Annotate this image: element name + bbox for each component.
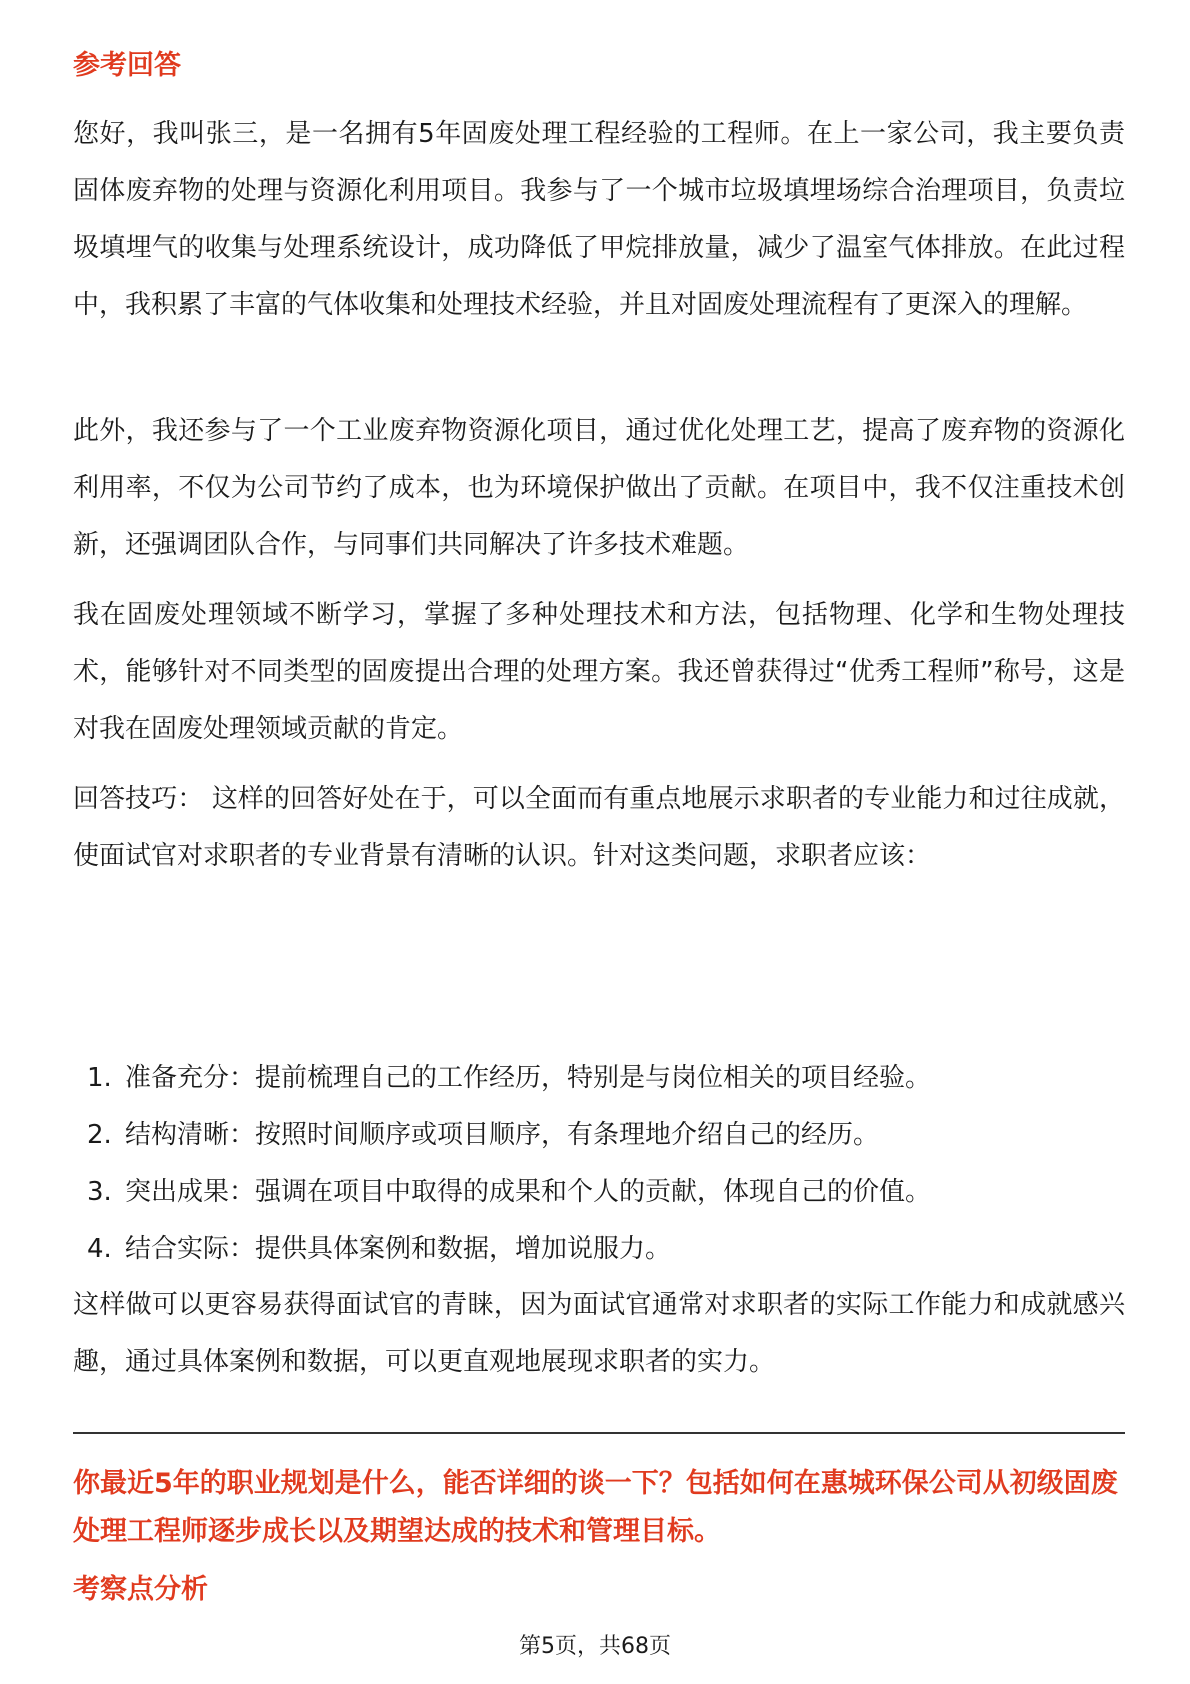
answer-paragraph-3: 我在固废处理领域不断学习，掌握了多种处理技术和方法，包括物理、化学和生物处理技术，能够针对不同类型的固废提出合理的处理方案。我还曾获得过“优秀工程师”称号，这是对我在固废处理领域贡献的肯定。 xyxy=(73,600,1125,744)
answer-paragraph-1: 您好，我叫张三，是一名拥有5年固废处理工程经验的工程师。在上一家公司，我主要负责固体废弃物的处理与资源化利用项目。我参与了一个城市垃圾填埋场综合治理项目，负责垃圾填埋气的收集与处理系统设计，成功降低了甲烷排放量，减少了温室气体排放。在此过程中，我积累了丰富的气体收集和处理技术经验，并且对固废处理流程有了更深入的理解。 xyxy=(73,119,1125,320)
list-item xyxy=(73,1221,1125,1278)
next-question: 你最近5年的职业规划是什么，能否详细的谈一下？包括如何在惠城环保公司从初级固废处理工程师逐步成长以及期望达成的技术和管理目标。 xyxy=(73,1468,1118,1547)
list-item-text: 准备充分：提前梳理自己的工作经历，特别是与岗位相关的项目经验。 xyxy=(125,1063,932,1093)
tips-list xyxy=(73,1050,1125,1278)
list-item-number: 4. xyxy=(87,1234,112,1264)
list-item xyxy=(73,1164,1125,1221)
list-item xyxy=(73,1050,1125,1107)
list-item-text: 突出成果：强调在项目中取得的成果和个人的贡献，体现自己的价值。 xyxy=(125,1177,932,1207)
closing-paragraph: 这样做可以更容易获得面试官的青睐，因为面试官通常对求职者的实际工作能力和成就感兴趣，通过具体案例和数据，可以更直观地展现求职者的实力。 xyxy=(73,1290,1125,1377)
answer-tips-intro: 回答技巧： 这样的回答好处在于，可以全面而有重点地展示求职者的专业能力和过往成就，使面试官对求职者的专业背景有清晰的认识。针对这类问题，求职者应该： xyxy=(73,784,1125,871)
section-title-reference-answer: 参考回答 xyxy=(73,50,181,81)
section-divider xyxy=(73,1432,1125,1434)
answer-paragraph-2: 此外，我还参与了一个工业废弃物资源化项目，通过优化处理工艺，提高了废弃物的资源化利用率，不仅为公司节约了成本，也为环境保护做出了贡献。在项目中，我不仅注重技术创新，还强调团队合作，与同事们共同解决了许多技术难题。 xyxy=(73,416,1125,560)
list-item-number: 3. xyxy=(87,1177,112,1207)
list-item-text: 结构清晰：按照时间顺序或项目顺序，有条理地介绍自己的经历。 xyxy=(125,1120,880,1150)
list-item-number: 1. xyxy=(87,1063,112,1093)
list-item xyxy=(73,1107,1125,1164)
list-item-text: 结合实际：提供具体案例和数据，增加说服力。 xyxy=(125,1234,672,1264)
page-footer: 第5页，共68页 xyxy=(519,1634,671,1659)
list-item-number: 2. xyxy=(87,1120,112,1150)
section-title-analysis: 考察点分析 xyxy=(73,1574,208,1605)
